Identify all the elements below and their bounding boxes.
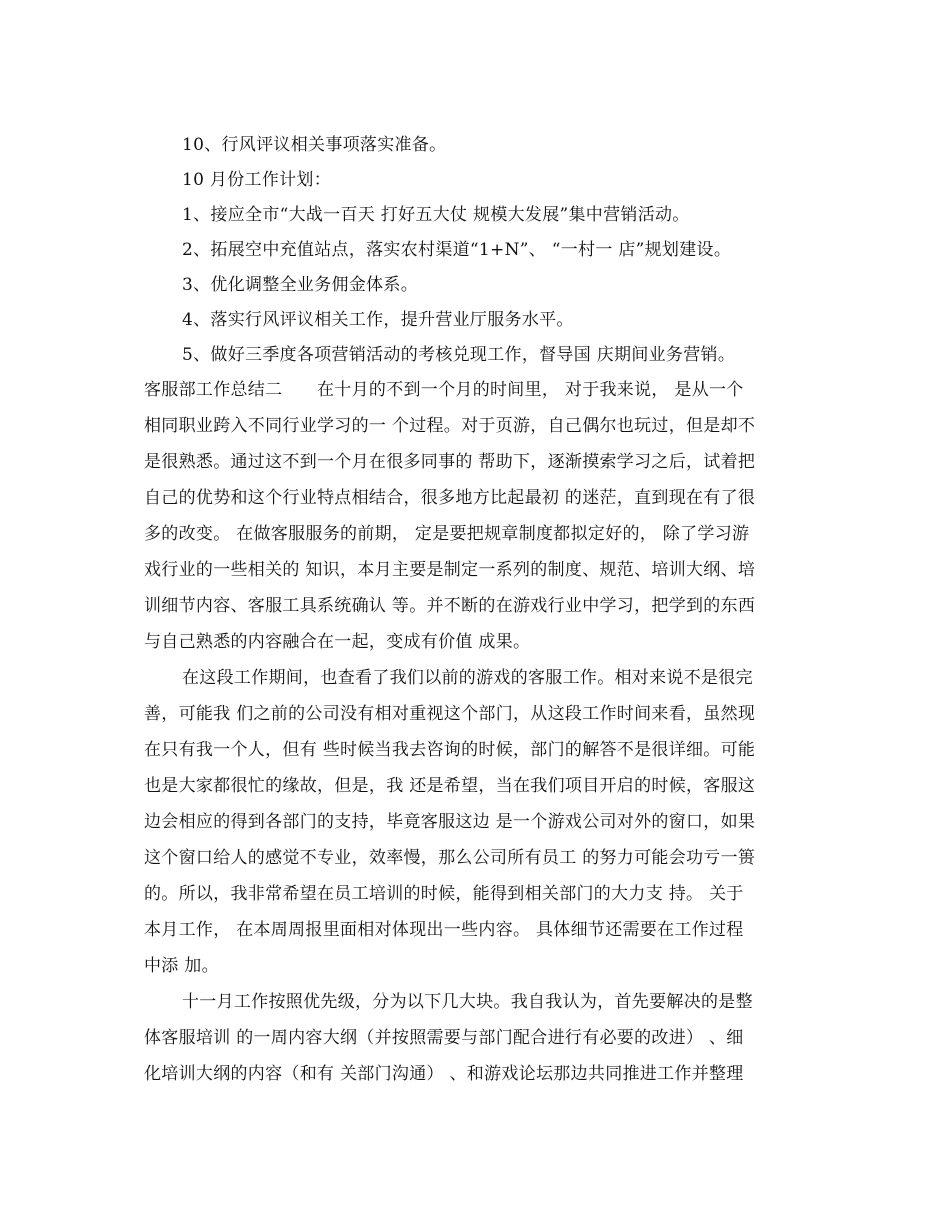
text-line: 的。所以，我非常希望在员工培训的时候，能得到相关部门的大力支 持。 关于 bbox=[144, 884, 744, 904]
text-line: 客服部工作总结二 在十月的不到一个月的时间里， 对于我来说， 是从一个 bbox=[144, 380, 744, 400]
text-line: 化培训大纲的内容（和有 关部门沟通） 、和游戏论坛那边共同推进工作并整理 bbox=[144, 1064, 744, 1084]
text-line: 本月工作， 在本周周报里面相对体现出一些内容。 具体细节还需要在工作过程 bbox=[144, 920, 744, 940]
text-line: 10 月份工作计划： bbox=[182, 170, 332, 190]
text-line: 2、拓展空中充值站点，落实农村渠道“1+N”、 “一村一 店”规划建设。 bbox=[182, 240, 732, 260]
text-line: 边会相应的得到各部门的支持，毕竟客服这边 是一个游戏公司对外的窗口，如果 bbox=[144, 812, 756, 832]
text-line: 是很熟悉。通过这不到一个月在很多同事的 帮助下，逐渐摸索学习之后，试着把 bbox=[144, 452, 756, 472]
text-line: 这个窗口给人的感觉不专业，效率慢，那么公司所有员工 的努力可能会功亏一篑 bbox=[144, 848, 756, 868]
text-line: 4、落实行风评议相关工作，提升营业厅服务水平。 bbox=[182, 310, 574, 330]
text-line: 10、行风评议相关事项落实准备。 bbox=[182, 135, 447, 155]
text-line: 在只有我一个人，但有 些时候当我去咨询的时候，部门的解答不是很详细。可能 bbox=[144, 740, 756, 760]
text-line: 善，可能我 们之前的公司没有相对重视这个部门，从这段工作时间来看，虽然现 bbox=[144, 704, 756, 724]
text-line: 在这段工作期间，也查看了我们以前的游戏的客服工作。相对来说不是很完 bbox=[182, 668, 753, 688]
text-line: 3、优化调整全业务佣金体系。 bbox=[182, 275, 419, 295]
text-line: 多的改变。 在做客服服务的前期， 定是要把规章制度都拟定好的， 除了学习游 bbox=[144, 524, 750, 544]
text-line: 相同职业跨入不同行业学习的一 个过程。对于页游，自己偶尔也玩过，但是却不 bbox=[144, 416, 756, 436]
text-line: 也是大家都很忙的缘故，但是，我 还是希望，当在我们项目开启的时候，客服这 bbox=[144, 776, 756, 796]
text-line: 1、接应全市“大战一百天 打好五大仗 规模大发展”集中营销活动。 bbox=[182, 205, 690, 225]
text-line: 5、做好三季度各项营销活动的考核兑现工作，督导国 庆期间业务营销。 bbox=[182, 345, 736, 365]
text-line: 自己的优势和这个行业特点相结合，很多地方比起最初 的迷茫，直到现在有了很 bbox=[144, 488, 756, 508]
text-line: 体客服培训 的一周内容大纲（并按照需要与部门配合进行有必要的改进） 、细 bbox=[144, 1028, 744, 1048]
text-line: 与自己熟悉的内容融合在一起，变成有价值 成果。 bbox=[144, 632, 531, 652]
text-line: 戏行业的一些相关的 知识，本月主要是制定一系列的制度、规范、培训大纲、培 bbox=[144, 560, 756, 580]
text-line: 十一月工作按照优先级，分为以下几大块。我自我认为，首先要解决的是整 bbox=[182, 992, 753, 1012]
text-line: 中添 加。 bbox=[144, 956, 219, 976]
text-line: 训细节内容、客服工具系统确认 等。并不断的在游戏行业中学习，把学到的东西 bbox=[144, 596, 756, 616]
